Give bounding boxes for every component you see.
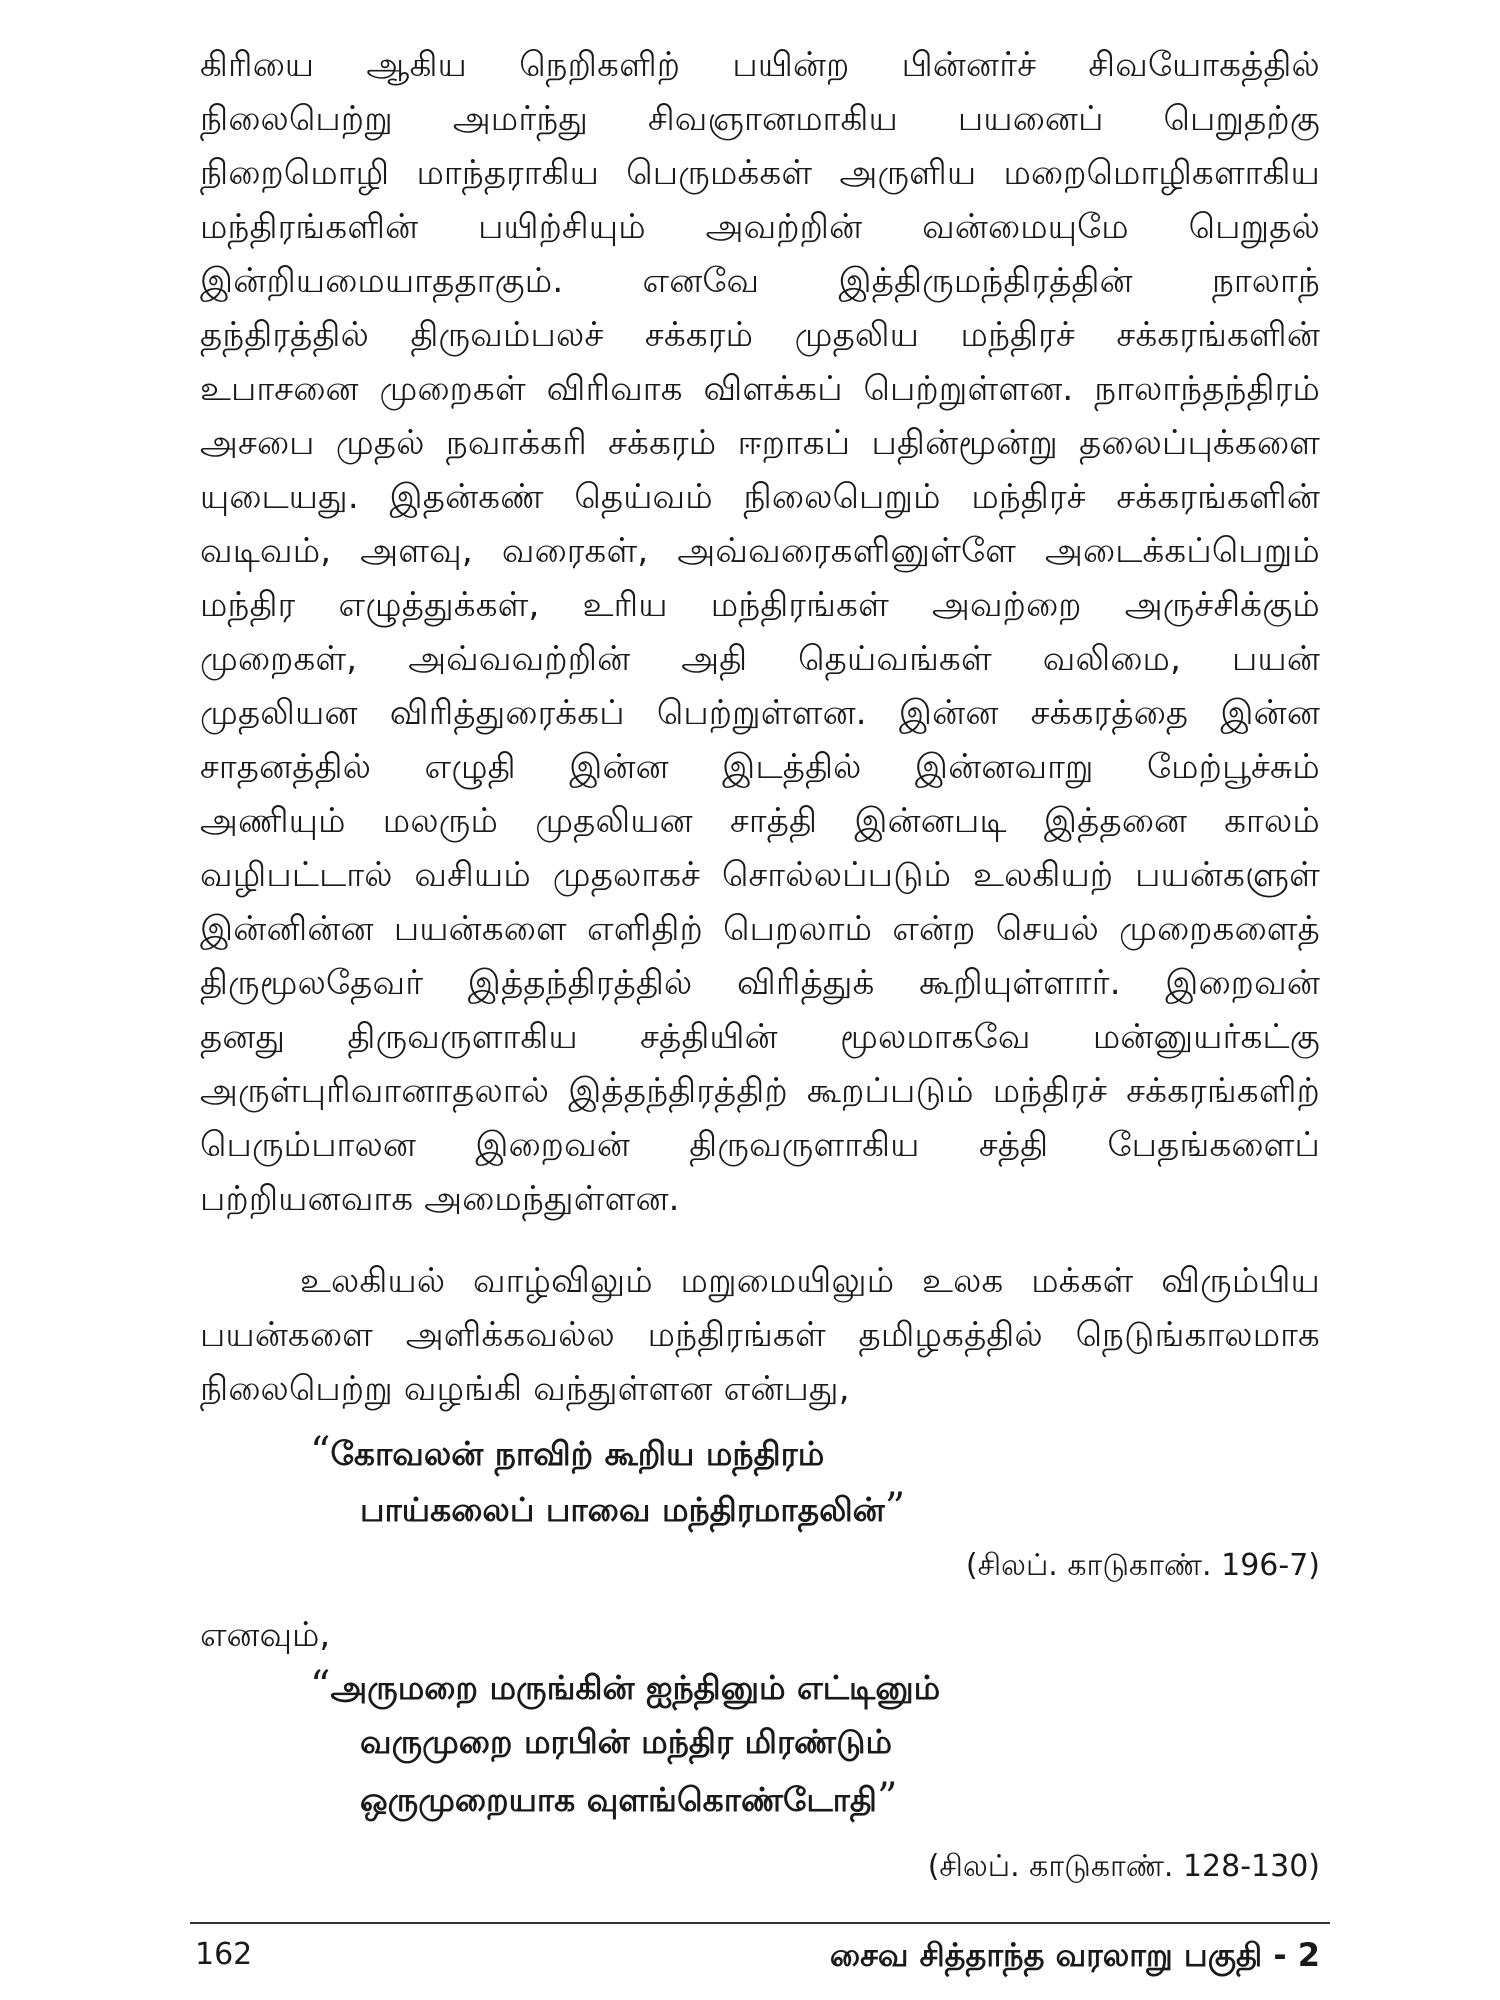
verse-text: பாய்கலைப் பாவை மந்திரமாதலின் xyxy=(360,1490,885,1529)
quoted-verse-1 xyxy=(310,1424,905,1536)
close-quote-mark: ” xyxy=(876,1775,898,1821)
text-line: நிலைபெற்று வழங்கி வந்துள்ளன என்பது, xyxy=(200,1369,850,1409)
close-quote-mark: ” xyxy=(884,1485,906,1531)
text-line: இன்னின்ன பயன்களை எளிதிற் பெறலாம் என்ற செயல் முறைகளைத் xyxy=(200,909,1320,949)
page-number: 162 xyxy=(195,1937,253,1972)
verse-line xyxy=(310,1480,905,1536)
text-line: நிலைபெற்று அமர்ந்து சிவஞானமாகிய பயனைப் பெறுதற்கு xyxy=(200,99,1320,139)
verse-text: ஒருமுறையாக வுளங்கொண்டோதி xyxy=(360,1780,877,1819)
footer-divider xyxy=(190,1922,1330,1924)
verse-line xyxy=(310,1714,940,1770)
text-line: அசபை முதல் நவாக்கரி சக்கரம் ஈறாகப் பதின்மூன்று தலைப்புக்களை xyxy=(200,423,1320,463)
paragraph-mantra-tradition xyxy=(200,1254,1320,1416)
running-footer-title: சைவ சித்தாந்த வரலாறு பகுதி - 2 xyxy=(829,1936,1320,1974)
text-line: பயன்களை அளிக்கவல்ல மந்திரங்கள் தமிழகத்தில் நெடுங்காலமாக xyxy=(200,1315,1320,1355)
text-line: திருமூலதேவர் இத்தந்திரத்தில் விரித்துக் கூறியுள்ளார். இறைவன் xyxy=(200,963,1320,1003)
verse-line xyxy=(310,1658,940,1714)
text-line: தந்திரத்தில் திருவம்பலச் சக்கரம் முதலிய மந்திரச் சக்கரங்களின் xyxy=(200,315,1320,355)
text-line: உபாசனை முறைகள் விரிவாக விளக்கப் பெற்றுள்ளன. நாலாந்தந்திரம் xyxy=(200,369,1320,409)
text-line: இன்றியமையாததாகும். எனவே இத்திருமந்திரத்தின் நாலாந் xyxy=(200,261,1320,301)
citation-2: (சிலப். காடுகாண். 128-130) xyxy=(927,1849,1320,1884)
connector-text: எனவும், xyxy=(200,1615,331,1655)
verse-text: கோவலன் நாவிற் கூறிய மந்திரம் xyxy=(330,1434,825,1473)
quoted-verse-2 xyxy=(310,1658,940,1826)
open-quote-mark: “ xyxy=(310,1429,331,1475)
verse-line xyxy=(310,1424,905,1480)
text-line: வழிபட்டால் வசியம் முதலாகச் சொல்லப்படும் உலகியற் பயன்களுள் xyxy=(200,855,1320,895)
text-line: உலகியல் வாழ்விலும் மறுமையிலும் உலக மக்கள் விரும்பிய xyxy=(300,1261,1320,1301)
verse-text: வருமுறை மரபின் மந்திர மிரண்டும் xyxy=(360,1722,893,1761)
paragraph-tantra-description xyxy=(200,38,1320,1226)
text-line: தனது திருவருளாகிய சத்தியின் மூலமாகவே மன்னுயர்கட்கு xyxy=(200,1017,1320,1057)
text-line: பற்றியனவாக அமைந்துள்ளன. xyxy=(200,1179,680,1219)
text-line: அருள்புரிவானாதலால் இத்தந்திரத்திற் கூறப்படும் மந்திரச் சக்கரங்களிற் xyxy=(200,1071,1320,1111)
text-line: நிறைமொழி மாந்தராகிய பெருமக்கள் அருளிய மறைமொழிகளாகிய xyxy=(200,153,1320,193)
text-line: முறைகள், அவ்வவற்றின் அதி தெய்வங்கள் வலிமை, பயன் xyxy=(200,639,1320,679)
citation-1: (சிலப். காடுகாண். 196-7) xyxy=(965,1548,1320,1583)
text-line: பெரும்பாலன இறைவன் திருவருளாகிய சத்தி பேதங்களைப் xyxy=(200,1125,1320,1165)
text-line: மந்திர எழுத்துக்கள், உரிய மந்திரங்கள் அவற்றை அருச்சிக்கும் xyxy=(200,585,1320,625)
text-line: சாதனத்தில் எழுதி இன்ன இடத்தில் இன்னவாறு மேற்பூச்சும் xyxy=(200,747,1320,787)
text-line: முதலியன விரித்துரைக்கப் பெற்றுள்ளன. இன்ன சக்கரத்தை இன்ன xyxy=(200,693,1320,733)
text-line: வடிவம், அளவு, வரைகள், அவ்வரைகளினுள்ளே அடைக்கப்பெறும் xyxy=(200,531,1320,571)
text-line: மந்திரங்களின் பயிற்சியும் அவற்றின் வன்மையுமே பெறுதல் xyxy=(200,207,1320,247)
verse-text: அருமறை மருங்கின் ஐந்தினும் எட்டினும் xyxy=(330,1668,941,1707)
verse-line xyxy=(310,1770,940,1826)
text-line: யுடையது. இதன்கண் தெய்வம் நிலைபெறும் மந்திரச் சக்கரங்களின் xyxy=(200,477,1320,517)
text-line: அணியும் மலரும் முதலியன சாத்தி இன்னபடி இத்தனை காலம் xyxy=(200,801,1320,841)
text-line: கிரியை ஆகிய நெறிகளிற் பயின்ற பின்னர்ச் சிவயோகத்தில் xyxy=(200,45,1320,85)
open-quote-mark: “ xyxy=(310,1663,331,1709)
